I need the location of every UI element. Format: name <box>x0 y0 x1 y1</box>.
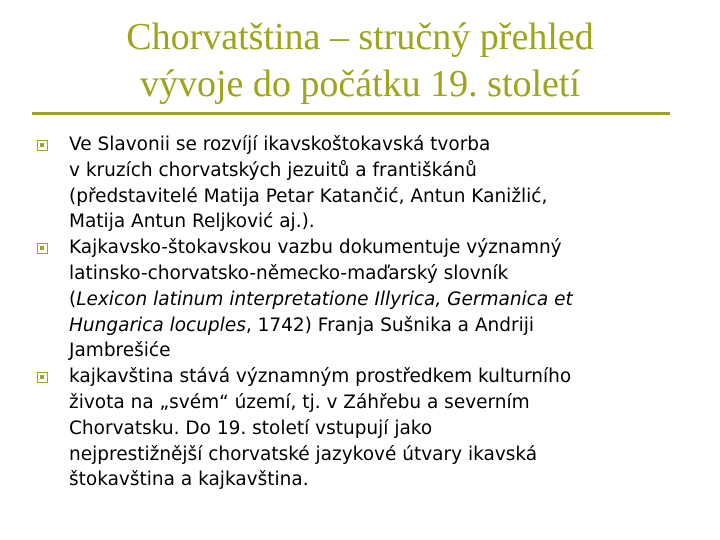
item-text-line: Kajkavsko-štokavskou vazbu dokumentuje významný <box>69 237 562 259</box>
item-text-line: latinsko-chorvatsko-německo-maďarský slovník <box>69 262 509 284</box>
item-text-line: Chorvatsku. Do 19. století vstupují jako <box>69 417 433 439</box>
item-text-line: (představitelé Matija Petar Katančić, Antun Kanižlić, <box>69 185 548 207</box>
item-text-line: kajkavština stává významným prostředkem kulturního <box>69 366 572 388</box>
item-text-line <box>69 313 687 339</box>
slide-title-line: vývoje do počátku 19. století <box>139 63 581 105</box>
item-text-line: nejprestižnější chorvatské jazykové útvary ikavská <box>69 443 538 465</box>
square-bullet-icon <box>37 243 48 254</box>
bullet-list <box>37 132 687 493</box>
slide-title <box>40 14 680 108</box>
slide-title-line: Chorvatština – stručný přehled <box>126 16 594 58</box>
item-text-line: Jambrešiće <box>69 340 171 362</box>
item-text-line: Matija Antun Reljković aj.). <box>69 211 315 233</box>
item-text-fragment: , 1742) Franja Sušnika a Andriji <box>245 314 535 336</box>
item-text-line: Ve Slavonii se rozvíjí ikavskoštokavská tvorba <box>69 134 491 155</box>
list-item <box>37 364 687 493</box>
square-bullet-icon <box>37 140 48 151</box>
item-text-line: štokavština a kajkavština. <box>69 469 309 491</box>
item-text-line: v kruzích chorvatských jezuitů a františkánů <box>69 159 477 181</box>
title-divider <box>32 112 670 115</box>
square-bullet-icon <box>37 372 48 383</box>
list-item <box>37 235 687 364</box>
item-text-line <box>69 287 687 313</box>
item-text-fragment: ( <box>69 288 77 310</box>
list-item <box>37 132 687 235</box>
book-title-italic: Hungarica locuples <box>69 314 246 336</box>
book-title-italic: Lexicon latinum interpretatione Illyrica, Germanica et <box>76 288 573 310</box>
item-text-line: života na „svém“ území, tj. v Záhřebu a severním <box>69 391 530 413</box>
